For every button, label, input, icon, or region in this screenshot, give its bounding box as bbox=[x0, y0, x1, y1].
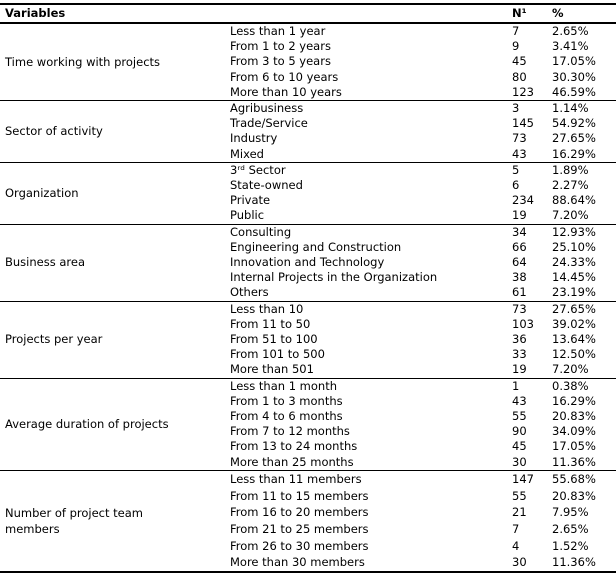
variable-cell: Organization bbox=[5, 185, 79, 200]
pct-cell: 14.45% bbox=[552, 270, 596, 285]
pct-cell: 39.02% bbox=[552, 316, 596, 331]
category-cell: From 3 to 5 years bbox=[230, 54, 331, 69]
category-cell: Mixed bbox=[230, 146, 264, 161]
n-cell: 123 bbox=[512, 84, 534, 99]
n-cell: 45 bbox=[512, 54, 527, 69]
n-cell: 234 bbox=[512, 193, 534, 208]
table-row bbox=[0, 301, 616, 317]
category-cell: More than 25 months bbox=[230, 454, 354, 469]
variable-cell: Time working with projects bbox=[5, 54, 161, 69]
category-cell: Engineering and Construction bbox=[230, 239, 402, 254]
pct-cell: 17.05% bbox=[552, 54, 596, 69]
category-cell: Trade/Service bbox=[230, 116, 308, 131]
pct-cell: 20.83% bbox=[552, 409, 596, 424]
pct-cell: 24.33% bbox=[552, 255, 596, 270]
category-cell: Internal Projects in the Organization bbox=[230, 270, 438, 285]
variable-group bbox=[0, 378, 616, 470]
pct-cell: 30.30% bbox=[552, 69, 596, 84]
n-cell: 61 bbox=[512, 285, 527, 300]
pct-cell: 25.10% bbox=[552, 239, 596, 254]
n-cell: 43 bbox=[512, 146, 527, 161]
n-cell: 9 bbox=[512, 39, 520, 54]
category-cell: From 21 to 25 members bbox=[230, 522, 369, 536]
variable-group bbox=[0, 101, 616, 163]
category-cell: Agribusiness bbox=[230, 101, 304, 116]
pct-cell: 11.36% bbox=[552, 555, 596, 570]
pct-cell: 20.83% bbox=[552, 488, 596, 503]
header-row bbox=[0, 4, 616, 23]
variable-cell: Sector of activity bbox=[5, 123, 103, 138]
n-cell: 5 bbox=[512, 162, 520, 177]
pct-cell: 27.65% bbox=[552, 301, 596, 316]
pct-cell: 2.27% bbox=[552, 178, 589, 193]
table-row bbox=[0, 162, 616, 178]
n-cell: 19 bbox=[512, 208, 527, 223]
table-row bbox=[0, 23, 616, 39]
n-cell: 73 bbox=[512, 301, 527, 316]
pct-cell: 17.05% bbox=[552, 439, 596, 454]
category-cell: Public bbox=[230, 208, 265, 223]
column-header-percent: % bbox=[552, 6, 564, 20]
pct-cell: 23.19% bbox=[552, 285, 596, 300]
variable-cell: Number of project team members bbox=[5, 506, 143, 536]
pct-cell: 2.65% bbox=[552, 24, 589, 38]
pct-cell: 88.64% bbox=[552, 193, 596, 208]
n-cell: 43 bbox=[512, 393, 527, 408]
n-cell: 30 bbox=[512, 555, 527, 570]
pct-cell: 54.92% bbox=[552, 116, 596, 131]
category-cell: More than 501 bbox=[230, 362, 314, 377]
pct-cell: 0.38% bbox=[552, 378, 589, 393]
category-cell: Less than 1 month bbox=[230, 378, 338, 393]
n-cell: 73 bbox=[512, 131, 527, 146]
n-cell: 38 bbox=[512, 270, 527, 285]
n-cell: 30 bbox=[512, 454, 527, 469]
pct-cell: 7.20% bbox=[552, 208, 589, 223]
category-cell: From 7 to 12 months bbox=[230, 424, 350, 439]
pct-cell: 27.65% bbox=[552, 131, 596, 146]
pct-cell: 34.09% bbox=[552, 424, 596, 439]
n-cell: 3 bbox=[512, 101, 520, 116]
sample-characterization-table bbox=[0, 3, 616, 573]
variable-cell: Average duration of projects bbox=[5, 416, 169, 431]
category-cell: More than 10 years bbox=[230, 84, 342, 99]
category-cell: State-owned bbox=[230, 178, 303, 193]
n-cell: 90 bbox=[512, 424, 527, 439]
category-cell: 3ʳᵈ Sector bbox=[230, 162, 286, 177]
category-cell: From 51 to 100 bbox=[230, 332, 318, 347]
n-cell: 36 bbox=[512, 332, 527, 347]
variable-group bbox=[0, 23, 616, 101]
pct-cell: 1.89% bbox=[552, 162, 589, 177]
variable-group bbox=[0, 162, 616, 224]
n-cell: 145 bbox=[512, 116, 534, 131]
pct-cell: 16.29% bbox=[552, 146, 596, 161]
n-cell: 103 bbox=[512, 316, 534, 331]
column-header-n: N¹ bbox=[512, 6, 527, 20]
variable-group bbox=[0, 470, 616, 572]
category-cell: From 1 to 2 years bbox=[230, 39, 331, 54]
category-cell: Less than 1 year bbox=[230, 24, 326, 38]
table-row bbox=[0, 101, 616, 117]
category-cell: Consulting bbox=[230, 224, 292, 239]
category-cell: From 13 to 24 months bbox=[230, 439, 358, 454]
category-cell: Innovation and Technology bbox=[230, 255, 385, 270]
n-cell: 66 bbox=[512, 239, 527, 254]
pct-cell: 2.65% bbox=[552, 522, 589, 536]
n-cell: 55 bbox=[512, 488, 527, 503]
pct-cell: 55.68% bbox=[552, 471, 596, 486]
pct-cell: 7.20% bbox=[552, 362, 589, 377]
n-cell: 7 bbox=[512, 522, 520, 536]
pct-cell: 13.64% bbox=[552, 332, 596, 347]
n-cell: 34 bbox=[512, 224, 527, 239]
pct-cell: 3.41% bbox=[552, 39, 589, 54]
n-cell: 64 bbox=[512, 255, 527, 270]
n-cell: 80 bbox=[512, 69, 527, 84]
n-cell: 55 bbox=[512, 409, 527, 424]
category-cell: From 11 to 15 members bbox=[230, 488, 369, 503]
pct-cell: 12.50% bbox=[552, 347, 596, 362]
table-row bbox=[0, 224, 616, 240]
table-row bbox=[0, 378, 616, 394]
n-cell: 7 bbox=[512, 24, 520, 38]
n-cell: 1 bbox=[512, 378, 520, 393]
n-cell: 45 bbox=[512, 439, 527, 454]
pct-cell: 11.36% bbox=[552, 454, 596, 469]
pct-cell: 1.14% bbox=[552, 101, 589, 116]
pct-cell: 1.52% bbox=[552, 538, 589, 553]
column-header-variables: Variables bbox=[5, 6, 66, 20]
category-cell: From 16 to 20 members bbox=[230, 505, 369, 520]
category-cell: From 101 to 500 bbox=[230, 347, 325, 362]
category-cell: Less than 10 bbox=[230, 301, 304, 316]
category-cell: From 11 to 50 bbox=[230, 316, 311, 331]
table-row bbox=[0, 470, 616, 487]
category-cell: More than 30 members bbox=[230, 555, 365, 570]
category-cell: Less than 11 members bbox=[230, 471, 362, 486]
pct-cell: 16.29% bbox=[552, 393, 596, 408]
n-cell: 4 bbox=[512, 538, 520, 553]
n-cell: 19 bbox=[512, 362, 527, 377]
category-cell: Private bbox=[230, 193, 271, 208]
category-cell: From 4 to 6 months bbox=[230, 409, 343, 424]
pct-cell: 7.95% bbox=[552, 505, 589, 520]
category-cell: From 1 to 3 months bbox=[230, 393, 343, 408]
n-cell: 6 bbox=[512, 178, 520, 193]
n-cell: 147 bbox=[512, 471, 534, 486]
pct-cell: 46.59% bbox=[552, 84, 596, 99]
variable-group bbox=[0, 301, 616, 378]
category-cell: From 26 to 30 members bbox=[230, 538, 369, 553]
category-cell: From 6 to 10 years bbox=[230, 69, 339, 84]
pct-cell: 12.93% bbox=[552, 224, 596, 239]
n-cell: 21 bbox=[512, 505, 527, 520]
category-cell: Others bbox=[230, 285, 269, 300]
variable-cell: Projects per year bbox=[5, 332, 103, 347]
variable-cell: Business area bbox=[5, 255, 86, 270]
n-cell: 33 bbox=[512, 347, 527, 362]
variable-group bbox=[0, 224, 616, 301]
category-cell: Industry bbox=[230, 131, 278, 146]
